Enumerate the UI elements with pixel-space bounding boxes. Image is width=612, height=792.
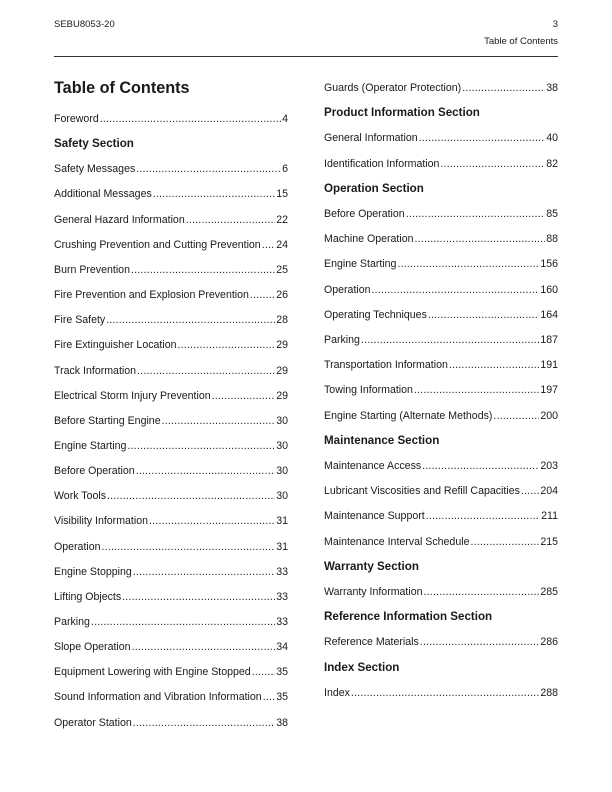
toc-entry-title: Towing Information bbox=[324, 384, 413, 397]
toc-entry-title: Maintenance Interval Schedule bbox=[324, 535, 470, 548]
dot-leader bbox=[149, 514, 275, 528]
toc-entry[interactable] bbox=[324, 409, 558, 423]
toc-entry-page: 26 bbox=[276, 289, 288, 302]
dot-leader bbox=[136, 162, 281, 176]
toc-entry-page: 203 bbox=[540, 460, 558, 472]
toc-entry-page: 33 bbox=[276, 616, 288, 628]
toc-entry-page: 33 bbox=[276, 565, 288, 578]
dot-leader bbox=[521, 484, 539, 498]
dot-leader bbox=[186, 213, 275, 227]
toc-entry-page: 24 bbox=[276, 238, 288, 251]
toc-entry-title: Warranty Information bbox=[324, 586, 423, 598]
toc-entry-title: Operating Techniques bbox=[324, 308, 427, 321]
toc-entry[interactable] bbox=[54, 414, 288, 428]
toc-entry[interactable] bbox=[54, 263, 288, 277]
toc-entry-title: Machine Operation bbox=[324, 233, 414, 246]
toc-entry[interactable] bbox=[54, 665, 288, 679]
dot-leader bbox=[250, 288, 275, 302]
dot-leader bbox=[493, 409, 539, 423]
section-heading: Warranty Section bbox=[324, 559, 419, 573]
dot-leader bbox=[424, 585, 540, 599]
toc-entry-page: 34 bbox=[276, 641, 288, 654]
dot-leader bbox=[162, 414, 276, 428]
toc-entry-title: Track Information bbox=[54, 364, 137, 377]
toc-entry-page: 28 bbox=[276, 314, 288, 327]
page-number: 3 bbox=[552, 19, 558, 30]
dot-leader bbox=[131, 263, 275, 277]
toc-entry-page: 187 bbox=[540, 334, 558, 346]
toc-entry-page: 30 bbox=[276, 465, 288, 478]
toc-entry-title: Crushing Prevention and Cutting Prevention bbox=[54, 238, 261, 251]
toc-entry-page: 197 bbox=[540, 384, 558, 397]
toc-entry-page: 30 bbox=[276, 490, 288, 503]
section-heading: Index Section bbox=[324, 660, 400, 674]
toc-entry[interactable] bbox=[324, 635, 558, 649]
toc-entry-title: Fire Prevention and Explosion Prevention bbox=[54, 289, 249, 302]
toc-entry-page: 30 bbox=[276, 414, 288, 427]
section-heading: Product Information Section bbox=[324, 106, 480, 120]
dot-leader bbox=[397, 257, 539, 271]
toc-entry-page: 25 bbox=[276, 263, 288, 276]
toc-entry-page: 285 bbox=[540, 586, 558, 598]
toc-entry[interactable] bbox=[54, 213, 288, 227]
dot-leader bbox=[449, 358, 539, 372]
toc-entry-title: Engine Starting bbox=[54, 439, 127, 452]
toc-entry-page: 31 bbox=[276, 540, 288, 553]
dot-leader bbox=[419, 131, 546, 145]
toc-entry[interactable] bbox=[324, 207, 558, 221]
toc-entry-page: 38 bbox=[276, 716, 288, 729]
toc-entry-title: Sound Information and Vibration Information bbox=[54, 691, 262, 704]
dot-leader bbox=[361, 333, 539, 347]
dot-leader bbox=[406, 207, 546, 221]
dot-leader bbox=[177, 338, 275, 352]
dot-leader bbox=[470, 535, 539, 549]
toc-entry-page: 215 bbox=[540, 535, 558, 548]
toc-entry-title: Work Tools bbox=[54, 490, 107, 503]
toc-entry[interactable] bbox=[54, 112, 288, 126]
toc-entry-title: Lifting Objects bbox=[54, 590, 122, 603]
toc-entry-title: Reference Materials bbox=[324, 636, 419, 649]
toc-entry[interactable] bbox=[324, 308, 558, 322]
toc-entry[interactable] bbox=[54, 439, 288, 453]
toc-entry-page: 156 bbox=[540, 258, 558, 271]
toc-entry[interactable] bbox=[54, 489, 288, 503]
page-title: Table of Contents bbox=[54, 79, 190, 97]
toc-entry-page: 286 bbox=[540, 636, 558, 649]
toc-entry-page: 38 bbox=[546, 82, 558, 94]
dot-leader bbox=[137, 364, 275, 378]
toc-entry-title: Fire Safety bbox=[54, 314, 106, 327]
toc-entry-title: Slope Operation bbox=[54, 641, 131, 654]
toc-entry-page: 211 bbox=[541, 510, 558, 523]
toc-entry-page: 288 bbox=[540, 686, 558, 699]
toc-entry-page: 82 bbox=[546, 157, 558, 170]
dot-leader bbox=[122, 590, 275, 604]
dot-leader bbox=[372, 283, 540, 297]
dot-leader bbox=[415, 232, 546, 246]
dot-leader bbox=[420, 635, 540, 649]
toc-entry[interactable] bbox=[324, 686, 558, 700]
toc-entry[interactable] bbox=[324, 131, 558, 145]
toc-entry[interactable] bbox=[54, 640, 288, 654]
toc-entry-title: Engine Stopping bbox=[54, 565, 132, 578]
toc-entry-title: Guards (Operator Protection) bbox=[324, 82, 462, 94]
toc-entry-title: Visibility Information bbox=[54, 515, 149, 528]
toc-entry-title: Engine Starting (Alternate Methods) bbox=[324, 409, 493, 422]
toc-entry[interactable] bbox=[324, 535, 558, 549]
toc-entry[interactable] bbox=[54, 162, 288, 176]
toc-entry-title: Index bbox=[324, 686, 350, 699]
toc-entry[interactable] bbox=[324, 459, 558, 473]
toc-entry[interactable] bbox=[54, 288, 288, 302]
toc-entry-title: Before Operation bbox=[54, 465, 135, 478]
toc-entry-title: Maintenance Access bbox=[324, 460, 422, 472]
dot-leader bbox=[351, 686, 539, 700]
toc-entry-page: 15 bbox=[276, 188, 288, 201]
toc-entry-title: Burn Prevention bbox=[54, 263, 130, 276]
toc-entry[interactable] bbox=[324, 81, 558, 95]
toc-entry[interactable] bbox=[324, 257, 558, 271]
section-heading: Safety Section bbox=[54, 137, 134, 151]
toc-entry-page: 29 bbox=[276, 339, 288, 352]
toc-entry-page: 160 bbox=[540, 283, 558, 296]
toc-entry-title: General Hazard Information bbox=[54, 213, 185, 226]
dot-leader bbox=[106, 313, 275, 327]
toc-entry[interactable] bbox=[54, 615, 288, 629]
toc-entry[interactable] bbox=[54, 590, 288, 604]
toc-entry[interactable] bbox=[324, 484, 558, 498]
toc-entry[interactable] bbox=[54, 690, 288, 704]
toc-entry[interactable] bbox=[324, 283, 558, 297]
toc-entry-page: 30 bbox=[276, 439, 288, 452]
toc-entry-title: Electrical Storm Injury Prevention bbox=[54, 389, 211, 402]
dot-leader bbox=[262, 238, 276, 252]
dot-leader bbox=[440, 157, 545, 171]
toc-entry-title: Lubricant Viscosities and Refill Capacities bbox=[324, 485, 520, 498]
toc-entry[interactable] bbox=[324, 358, 558, 372]
dot-leader bbox=[107, 489, 275, 503]
toc-entry-title: Before Operation bbox=[324, 208, 405, 220]
section-heading: Reference Information Section bbox=[324, 610, 493, 624]
toc-entry-title: Equipment Lowering with Engine Stopped bbox=[54, 666, 251, 679]
toc-entry-title: Identification Information bbox=[324, 157, 440, 170]
dot-leader bbox=[132, 640, 276, 654]
toc-entry-title: Operator Station bbox=[54, 716, 132, 729]
toc-entry-title: Operation bbox=[324, 283, 371, 296]
dot-leader bbox=[462, 81, 545, 95]
toc-entry-page: 29 bbox=[276, 389, 288, 402]
toc-entry[interactable] bbox=[324, 509, 558, 523]
toc-entry-title: Transportation Information bbox=[324, 359, 448, 372]
toc-entry[interactable] bbox=[324, 383, 558, 397]
toc-entry[interactable] bbox=[54, 464, 288, 478]
dot-leader bbox=[252, 665, 275, 679]
toc-entry-title: General Information bbox=[324, 132, 418, 145]
toc-entry-page: 33 bbox=[276, 590, 288, 603]
toc-entry-page: 204 bbox=[540, 485, 558, 498]
toc-entry-page: 200 bbox=[540, 409, 558, 422]
toc-entry[interactable] bbox=[54, 716, 288, 730]
toc-entry[interactable] bbox=[324, 585, 558, 599]
toc-entry[interactable] bbox=[324, 157, 558, 171]
toc-entry-page: 4 bbox=[282, 113, 288, 125]
dot-leader bbox=[153, 187, 275, 201]
header-rule bbox=[54, 56, 558, 57]
section-heading: Operation Section bbox=[324, 181, 424, 195]
toc-entry[interactable] bbox=[54, 540, 288, 554]
toc-entry[interactable] bbox=[54, 313, 288, 327]
toc-entry-page: 31 bbox=[276, 515, 288, 528]
section-heading: Maintenance Section bbox=[324, 433, 440, 447]
toc-entry-title: Maintenance Support bbox=[324, 510, 425, 523]
toc-entry-page: 6 bbox=[282, 163, 288, 176]
toc-entry[interactable] bbox=[54, 565, 288, 579]
toc-entry[interactable] bbox=[324, 232, 558, 246]
toc-entry-page: 88 bbox=[546, 233, 558, 246]
toc-entry-page: 35 bbox=[276, 666, 288, 679]
dot-leader bbox=[127, 439, 275, 453]
dot-leader bbox=[136, 464, 276, 478]
toc-entry-title: Before Starting Engine bbox=[54, 414, 161, 427]
toc-entry-page: 85 bbox=[546, 208, 558, 220]
toc-entry-title: Parking bbox=[54, 616, 90, 628]
dot-leader bbox=[91, 615, 275, 629]
dot-leader bbox=[426, 509, 540, 523]
toc-entry-title: Additional Messages bbox=[54, 188, 152, 201]
toc-entry-title: Operation bbox=[54, 540, 101, 553]
dot-leader bbox=[414, 383, 539, 397]
dot-leader bbox=[263, 690, 276, 704]
toc-entry-title: Fire Extinguisher Location bbox=[54, 339, 177, 352]
toc-entry-page: 164 bbox=[540, 308, 558, 321]
dot-leader bbox=[133, 716, 275, 730]
dot-leader bbox=[100, 112, 281, 126]
dot-leader bbox=[212, 389, 276, 403]
dot-leader bbox=[102, 540, 276, 554]
toc-entry[interactable] bbox=[54, 364, 288, 378]
toc-entry-title: Engine Starting bbox=[324, 258, 397, 271]
toc-entry-page: 40 bbox=[546, 132, 558, 145]
toc-entry[interactable] bbox=[54, 187, 288, 201]
toc-entry[interactable] bbox=[324, 333, 558, 347]
toc-entry-title: Safety Messages bbox=[54, 163, 136, 176]
toc-entry-page: 35 bbox=[276, 691, 288, 704]
running-title: Table of Contents bbox=[484, 36, 558, 47]
toc-entry-title: Parking bbox=[324, 334, 360, 346]
toc-entry-page: 22 bbox=[276, 213, 288, 226]
toc-entry-page: 191 bbox=[540, 359, 558, 372]
dot-leader bbox=[133, 565, 275, 579]
dot-leader bbox=[422, 459, 539, 473]
dot-leader bbox=[428, 308, 539, 322]
toc-entry-page: 29 bbox=[276, 364, 288, 377]
toc-entry[interactable] bbox=[54, 238, 288, 252]
document-id: SEBU8053-20 bbox=[54, 19, 115, 30]
toc-entry[interactable] bbox=[54, 389, 288, 403]
toc-entry[interactable] bbox=[54, 514, 288, 528]
toc-entry-title: Foreword bbox=[54, 113, 99, 125]
toc-entry[interactable] bbox=[54, 338, 288, 352]
